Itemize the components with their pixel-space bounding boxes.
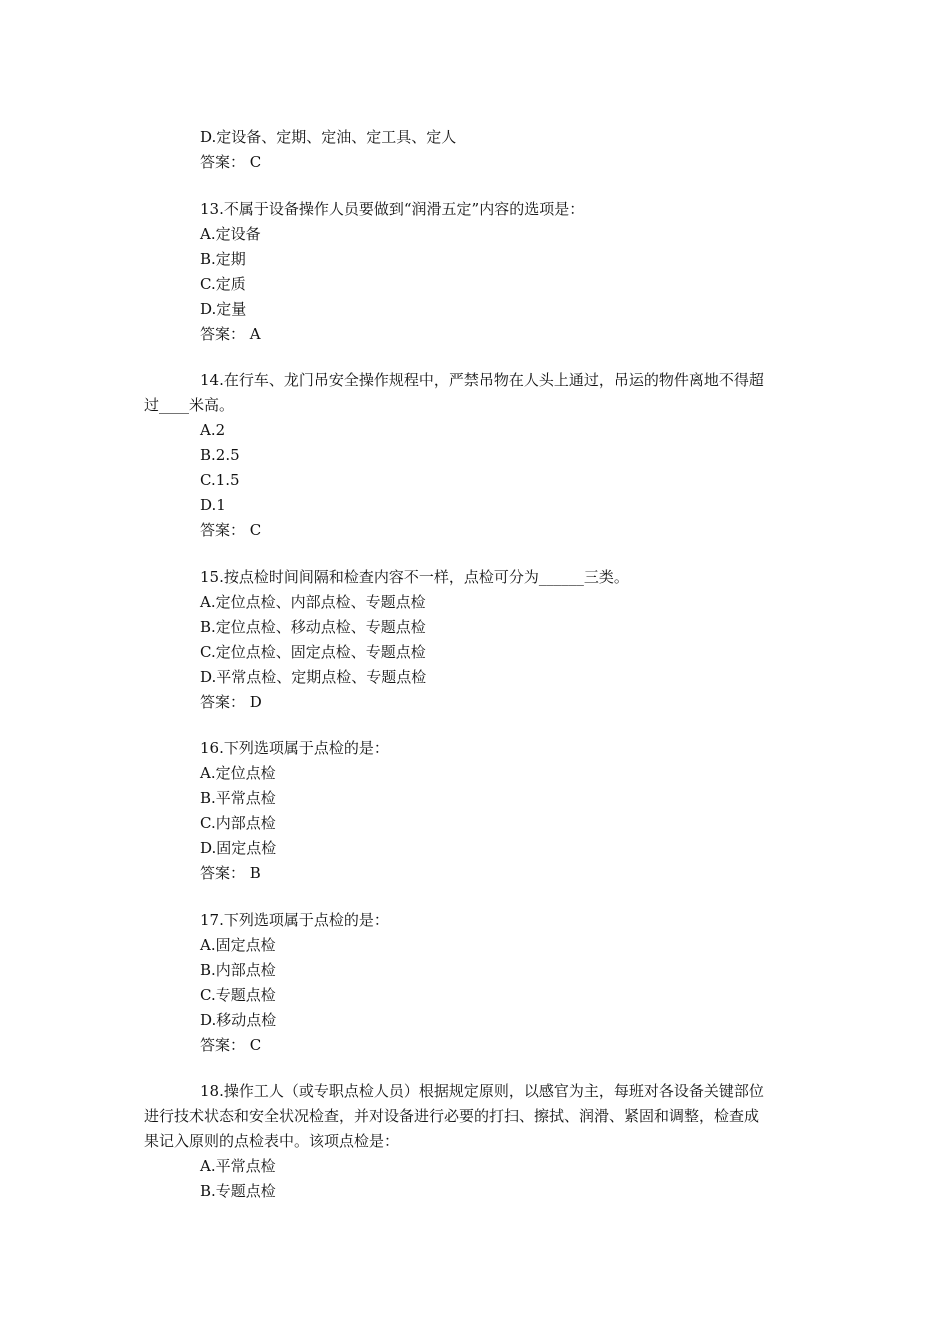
- q14-option-c: C.1.5: [200, 471, 240, 489]
- q15-option-b: B.定位点检、移动点检、专题点检: [200, 618, 426, 636]
- q14-stem-line2: 过____米高。: [144, 396, 235, 414]
- q13-answer: 答案： A: [200, 325, 261, 343]
- q13-option-d: D.定量: [200, 300, 247, 318]
- q18-stem-line3: 果记入原则的点检表中。该项点检是：: [144, 1132, 400, 1150]
- q16-option-d: D.固定点检: [200, 839, 277, 857]
- q17-option-a: A.固定点检: [200, 936, 276, 954]
- q13-option-c: C.定质: [200, 275, 246, 293]
- q14-answer: 答案： C: [200, 521, 262, 539]
- q14-option-a: A.2: [200, 421, 226, 439]
- q18-stem-line2: 进行技术状态和安全状况检查，并对设备进行必要的打扫、擦拭、润滑、紧固和调整，检查成: [144, 1107, 760, 1125]
- q17-option-b: B.内部点检: [200, 961, 276, 979]
- q13-option-a: A.定设备: [200, 225, 261, 243]
- q16-option-c: C.内部点检: [200, 814, 276, 832]
- q16-option-b: B.平常点检: [200, 789, 276, 807]
- q14-stem-line1: 14.在行车、龙门吊安全操作规程中，严禁吊物在人头上通过，吊运的物件离地不得超: [200, 371, 764, 389]
- q15-option-a: A.定位点检、内部点检、专题点检: [200, 593, 426, 611]
- q15-answer: 答案： D: [200, 693, 262, 711]
- q15-option-d: D.平常点检、定期点检、专题点检: [200, 668, 427, 686]
- q13-stem: 13.不属于设备操作人员要做到“润滑五定”内容的选项是：: [200, 200, 585, 218]
- q17-stem: 17.下列选项属于点检的是：: [200, 911, 389, 929]
- q14-option-d: D.1: [200, 496, 226, 514]
- q17-answer: 答案： C: [200, 1036, 262, 1054]
- q18-option-b: B.专题点检: [200, 1182, 276, 1200]
- q18-stem-line1: 18.操作工人（或专职点检人员）根据规定原则，以感官为主，每班对各设备关键部位: [200, 1082, 764, 1100]
- q17-option-d: D.移动点检: [200, 1011, 277, 1029]
- q13-option-b: B.定期: [200, 250, 246, 268]
- q15-stem: 15.按点检时间间隔和检查内容不一样，点检可分为______三类。: [200, 568, 629, 586]
- q16-option-a: A.定位点检: [200, 764, 276, 782]
- q18-option-a: A.平常点检: [200, 1157, 276, 1175]
- q14-option-b: B.2.5: [200, 446, 240, 464]
- q16-answer: 答案： B: [200, 864, 261, 882]
- q12-answer: 答案： C: [200, 153, 262, 171]
- q12-option-d: D.定设备、定期、定油、定工具、定人: [200, 128, 457, 146]
- q16-stem: 16.下列选项属于点检的是：: [200, 739, 389, 757]
- q15-option-c: C.定位点检、固定点检、专题点检: [200, 643, 426, 661]
- q17-option-c: C.专题点检: [200, 986, 276, 1004]
